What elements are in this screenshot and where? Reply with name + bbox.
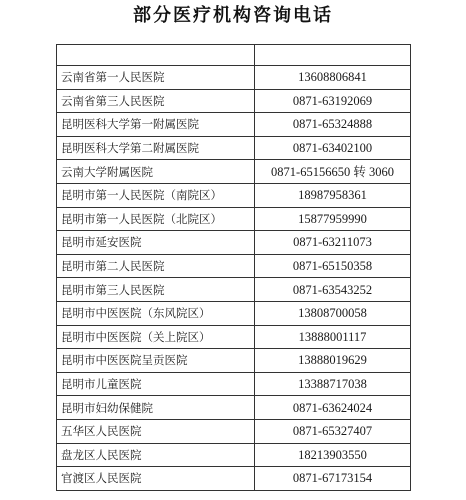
- table-row: [57, 207, 411, 231]
- table-row: [57, 372, 411, 396]
- hospital-name: 昆明医科大学第二附属医院: [57, 136, 255, 160]
- header-cell-phone: [255, 45, 411, 66]
- table-row: [57, 183, 411, 207]
- hospital-name: 昆明市中医医院（关上院区）: [57, 325, 255, 349]
- table-row: [57, 325, 411, 349]
- hospital-name: 官渡区人民医院: [57, 467, 255, 491]
- table-row: [57, 467, 411, 491]
- hospital-phone: 0871-63624024: [255, 396, 411, 420]
- page-title: 部分医疗机构咨询电话: [133, 5, 333, 26]
- hospital-phone: 18213903550: [255, 443, 411, 467]
- table-row: [57, 66, 411, 90]
- hospital-name: 五华区人民医院: [57, 419, 255, 443]
- hospital-name: 云南省第三人民医院: [57, 89, 255, 113]
- hospital-name: 盘龙区人民医院: [57, 443, 255, 467]
- table-row: [57, 136, 411, 160]
- hospital-name: 昆明市第二人民医院: [57, 254, 255, 278]
- hospital-name: 昆明医科大学第一附属医院: [57, 113, 255, 137]
- hospital-name: 昆明市儿童医院: [57, 372, 255, 396]
- hospital-name: 昆明市中医医院（东风院区）: [57, 301, 255, 325]
- hospital-phone: 0871-67173154: [255, 467, 411, 491]
- table-row: [57, 160, 411, 184]
- hospital-phone: 0871-63543252: [255, 278, 411, 302]
- hospital-phone: 0871-65156650 转 3060: [255, 160, 411, 184]
- table-row: [57, 301, 411, 325]
- hospital-phone: 13888001117: [255, 325, 411, 349]
- hospital-phone: 0871-65324888: [255, 113, 411, 137]
- hospital-phone: 0871-65150358: [255, 254, 411, 278]
- header-cell-name: [57, 45, 255, 66]
- table-row: [57, 278, 411, 302]
- hospital-phone: 13388717038: [255, 372, 411, 396]
- table-row: [57, 89, 411, 113]
- table-row: [57, 419, 411, 443]
- hospital-phone: 0871-63211073: [255, 231, 411, 255]
- table-row: [57, 396, 411, 420]
- hospital-name: 云南大学附属医院: [57, 160, 255, 184]
- hospital-name: 昆明市延安医院: [57, 231, 255, 255]
- hospital-phone: 15877959990: [255, 207, 411, 231]
- hospital-phone: 13888019629: [255, 349, 411, 373]
- hospital-phone: 0871-65327407: [255, 419, 411, 443]
- hospital-phone: 0871-63192069: [255, 89, 411, 113]
- hospital-name: 昆明市第三人民医院: [57, 278, 255, 302]
- hospital-name: 昆明市第一人民医院（北院区）: [57, 207, 255, 231]
- hospital-phone: 13808700058: [255, 301, 411, 325]
- hospital-name: 昆明市中医医院呈贡医院: [57, 349, 255, 373]
- table-row: [57, 443, 411, 467]
- hospital-phone: 18987958361: [255, 183, 411, 207]
- hospital-phone: 13608806841: [255, 66, 411, 90]
- table-row: [57, 113, 411, 137]
- hospital-name: 昆明市第一人民医院（南院区）: [57, 183, 255, 207]
- table-row: [57, 349, 411, 373]
- hospital-contact-table: [56, 44, 411, 491]
- hospital-name: 昆明市妇幼保健院: [57, 396, 255, 420]
- table-row: [57, 231, 411, 255]
- table-header-row: [57, 45, 411, 66]
- table-row: [57, 254, 411, 278]
- hospital-name: 云南省第一人民医院: [57, 66, 255, 90]
- hospital-phone: 0871-63402100: [255, 136, 411, 160]
